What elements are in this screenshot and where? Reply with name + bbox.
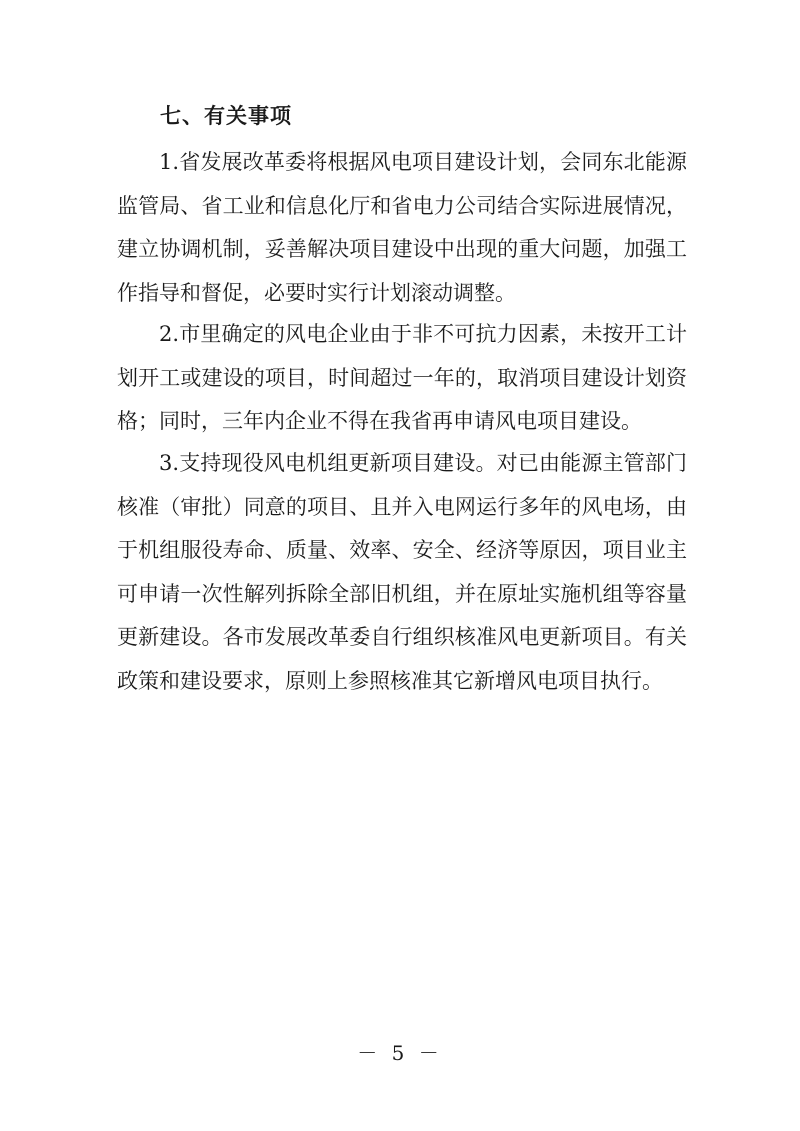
- paragraph-3-block: [117, 442, 687, 703]
- paragraph-2-block: [117, 313, 687, 444]
- paragraph-2: 2.市里确定的风电企业由于非不可抗力因素，未按开工计划开工或建设的项目，时间超过一年的，取消项目建设计划资格；同时，三年内企业不得在我省再申请风电项目建设。: [117, 322, 687, 433]
- paragraph-1: 1.省发展改革委将根据风电项目建设计划，会同东北能源监管局、省工业和信息化厅和省电力公司结合实际进展情况，建立协调机制，妥善解决项目建设中出现的重大问题，加强工作指导和督促，必要时实行计划滚动调整。: [117, 150, 687, 305]
- section-heading: 七、有关事项: [160, 104, 292, 128]
- page-number: － 5 －: [357, 1041, 443, 1065]
- paragraph-1-block: [117, 141, 687, 315]
- paragraph-3: 3.支持现役风电机组更新项目建设。对已由能源主管部门核准（审批）同意的项目、且并入电网运行多年的风电场，由于机组服役寿命、质量、效率、安全、经济等原因，项目业主可申请一次性解列拆除全部旧机组，并在原址实施机组等容量更新建设。各市发展改革委自行组织核准风电更新项目。有关政策和建设要求，原则上参照核准其它新增风电项目执行。: [117, 451, 687, 693]
